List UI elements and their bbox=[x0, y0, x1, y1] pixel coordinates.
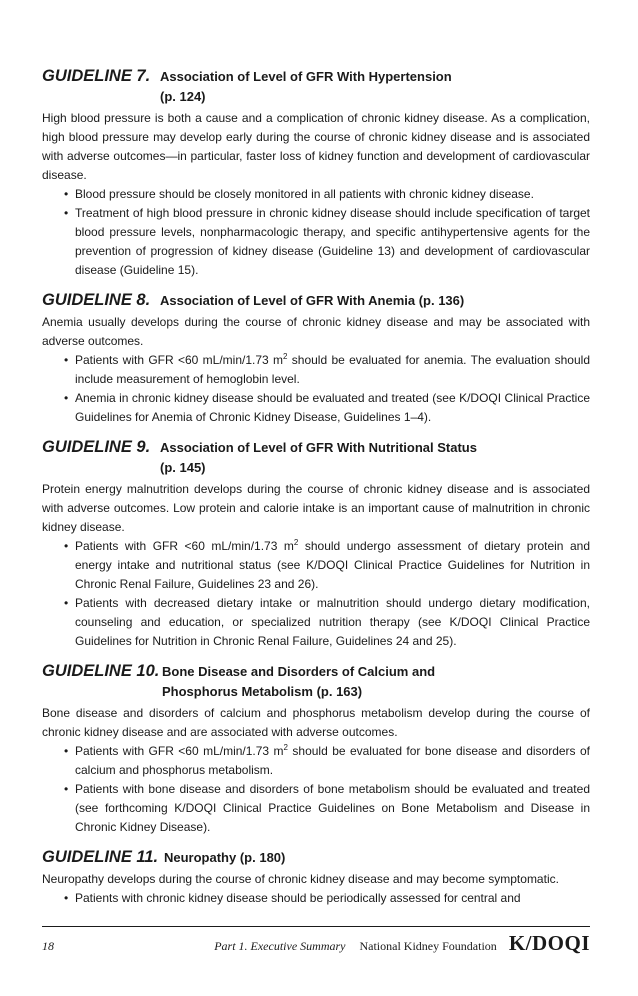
bullet-item: • Blood pressure should be closely monitored in all patients with chronic kidney disease. bbox=[64, 185, 590, 204]
bullet-list bbox=[42, 742, 590, 837]
bullet-item: • Patients with GFR <60 mL/min/1.73 $m^2$ should undergo assessment of dietary protein and energy intake and nutritional status (see K/DOQI Clinical Practice Guidelines for Nutrition in Chronic Renal Failure, Guidelines 23 and 26). bbox=[64, 537, 590, 594]
guideline-title bbox=[162, 661, 435, 702]
guideline-title-line: Neuropathy (p. 180) bbox=[164, 850, 286, 865]
guideline-11 bbox=[42, 847, 590, 908]
bullet-list bbox=[42, 185, 590, 280]
guideline-title-line: Phosphorus Metabolism (p. 163) bbox=[162, 684, 363, 699]
footer-divider bbox=[42, 926, 590, 927]
guideline-heading bbox=[42, 661, 590, 702]
bullet-item: • Patients with bone disease and disorders of bone metabolism should be evaluated and treated (see forthcoming K/DOQI Clinical Practice Guidelines on Bone Metabolism and Disease in Chronic Kidney Disease). bbox=[64, 780, 590, 837]
bullet-item: • Patients with decreased dietary intake or malnutrition should undergo dietary modification, counseling and education, or specialized nutrition therapy (see K/DOQI Clinical Practice Guidelines for Nutrition in Chronic Renal Failure, Guidelines 24 and 25). bbox=[64, 594, 590, 651]
bullet-item: • Patients with GFR <60 mL/min/1.73 $m^2$ should be evaluated for anemia. The evaluation should include measurement of hemoglobin level. bbox=[64, 351, 590, 389]
guideline-intro: Protein energy malnutrition develops during the course of chronic kidney disease and is associated with adverse outcomes. Low protein and calorie intake is an important cause of malnutrition in chronic kidney disease. bbox=[42, 482, 590, 534]
guideline-intro: High blood pressure is both a cause and a complication of chronic kidney disease. As a complication, high blood pressure may develop early during the course of chronic kidney disease and is associated with adverse outcomes—in particular, faster loss of kidney function and development of cardiovascular disease. bbox=[42, 111, 590, 182]
guideline-title-line: (p. 145) bbox=[160, 460, 206, 475]
bullet-list bbox=[42, 889, 590, 908]
guideline-title-line: Bone Disease and Disorders of Calcium and bbox=[162, 664, 436, 679]
guideline-title bbox=[160, 66, 452, 107]
guideline-10 bbox=[42, 661, 590, 837]
guideline-title bbox=[160, 290, 464, 311]
guideline-number: GUIDELINE 8. bbox=[42, 291, 151, 309]
bullet-item: • Patients with GFR <60 mL/min/1.73 $m^2$ should be evaluated for bone disease and disorders of calcium and phosphorus metabolism. bbox=[64, 742, 590, 780]
bullet-list bbox=[42, 351, 590, 427]
guideline-number: GUIDELINE 7. bbox=[42, 67, 151, 85]
guideline-title-line: Association of Level of GFR With Hypertension bbox=[160, 69, 452, 84]
kdoqi-logo: K/DOQI bbox=[508, 931, 590, 955]
guideline-number: GUIDELINE 10. bbox=[42, 662, 160, 680]
guideline-9 bbox=[42, 437, 590, 651]
guideline-heading bbox=[42, 290, 590, 311]
footer-right bbox=[214, 931, 590, 956]
bullet-item: • Anemia in chronic kidney disease should be evaluated and treated (see K/DOQI Clinical Practice Guidelines for Anemia of Chronic Kidney Disease, Guidelines 1–4). bbox=[64, 389, 590, 427]
guideline-intro: Bone disease and disorders of calcium and phosphorus metabolism develop during the course of chronic kidney disease and are associated with adverse outcomes. bbox=[42, 706, 590, 739]
part-label: Part 1. Executive Summary bbox=[214, 939, 346, 953]
guideline-title-line: Association of Level of GFR With Nutritional Status bbox=[160, 440, 477, 455]
page-footer bbox=[42, 931, 590, 956]
guideline-title-line: (p. 124) bbox=[160, 89, 206, 104]
guideline-8 bbox=[42, 290, 590, 427]
guideline-title bbox=[160, 437, 477, 478]
guideline-heading bbox=[42, 437, 590, 478]
organization-name: National Kidney Foundation bbox=[359, 939, 497, 953]
guideline-intro: Neuropathy develops during the course of chronic kidney disease and may become symptomatic. bbox=[42, 872, 559, 886]
guideline-intro: Anemia usually develops during the course of chronic kidney disease and may be associated with adverse outcomes. bbox=[42, 315, 590, 348]
guideline-heading bbox=[42, 847, 590, 868]
guideline-7 bbox=[42, 66, 590, 280]
page-number: 18 bbox=[42, 939, 54, 953]
bullet-item: • Patients with chronic kidney disease should be periodically assessed for central and bbox=[64, 889, 590, 908]
guideline-title bbox=[164, 847, 285, 868]
page-content bbox=[42, 66, 590, 908]
bullet-list bbox=[42, 537, 590, 651]
guideline-title-line: Association of Level of GFR With Anemia (p. 136) bbox=[160, 293, 465, 308]
guideline-heading bbox=[42, 66, 590, 107]
bullet-item: • Treatment of high blood pressure in chronic kidney disease should include specification of target blood pressure levels, nonpharmacologic therapy, and specific antihypertensive agents for the prevention of progression of kidney disease (Guideline 13) and development of cardiovascular disease (Guideline 15). bbox=[64, 204, 590, 280]
guideline-number: GUIDELINE 11. bbox=[42, 848, 159, 866]
guideline-number: GUIDELINE 9. bbox=[42, 438, 151, 456]
